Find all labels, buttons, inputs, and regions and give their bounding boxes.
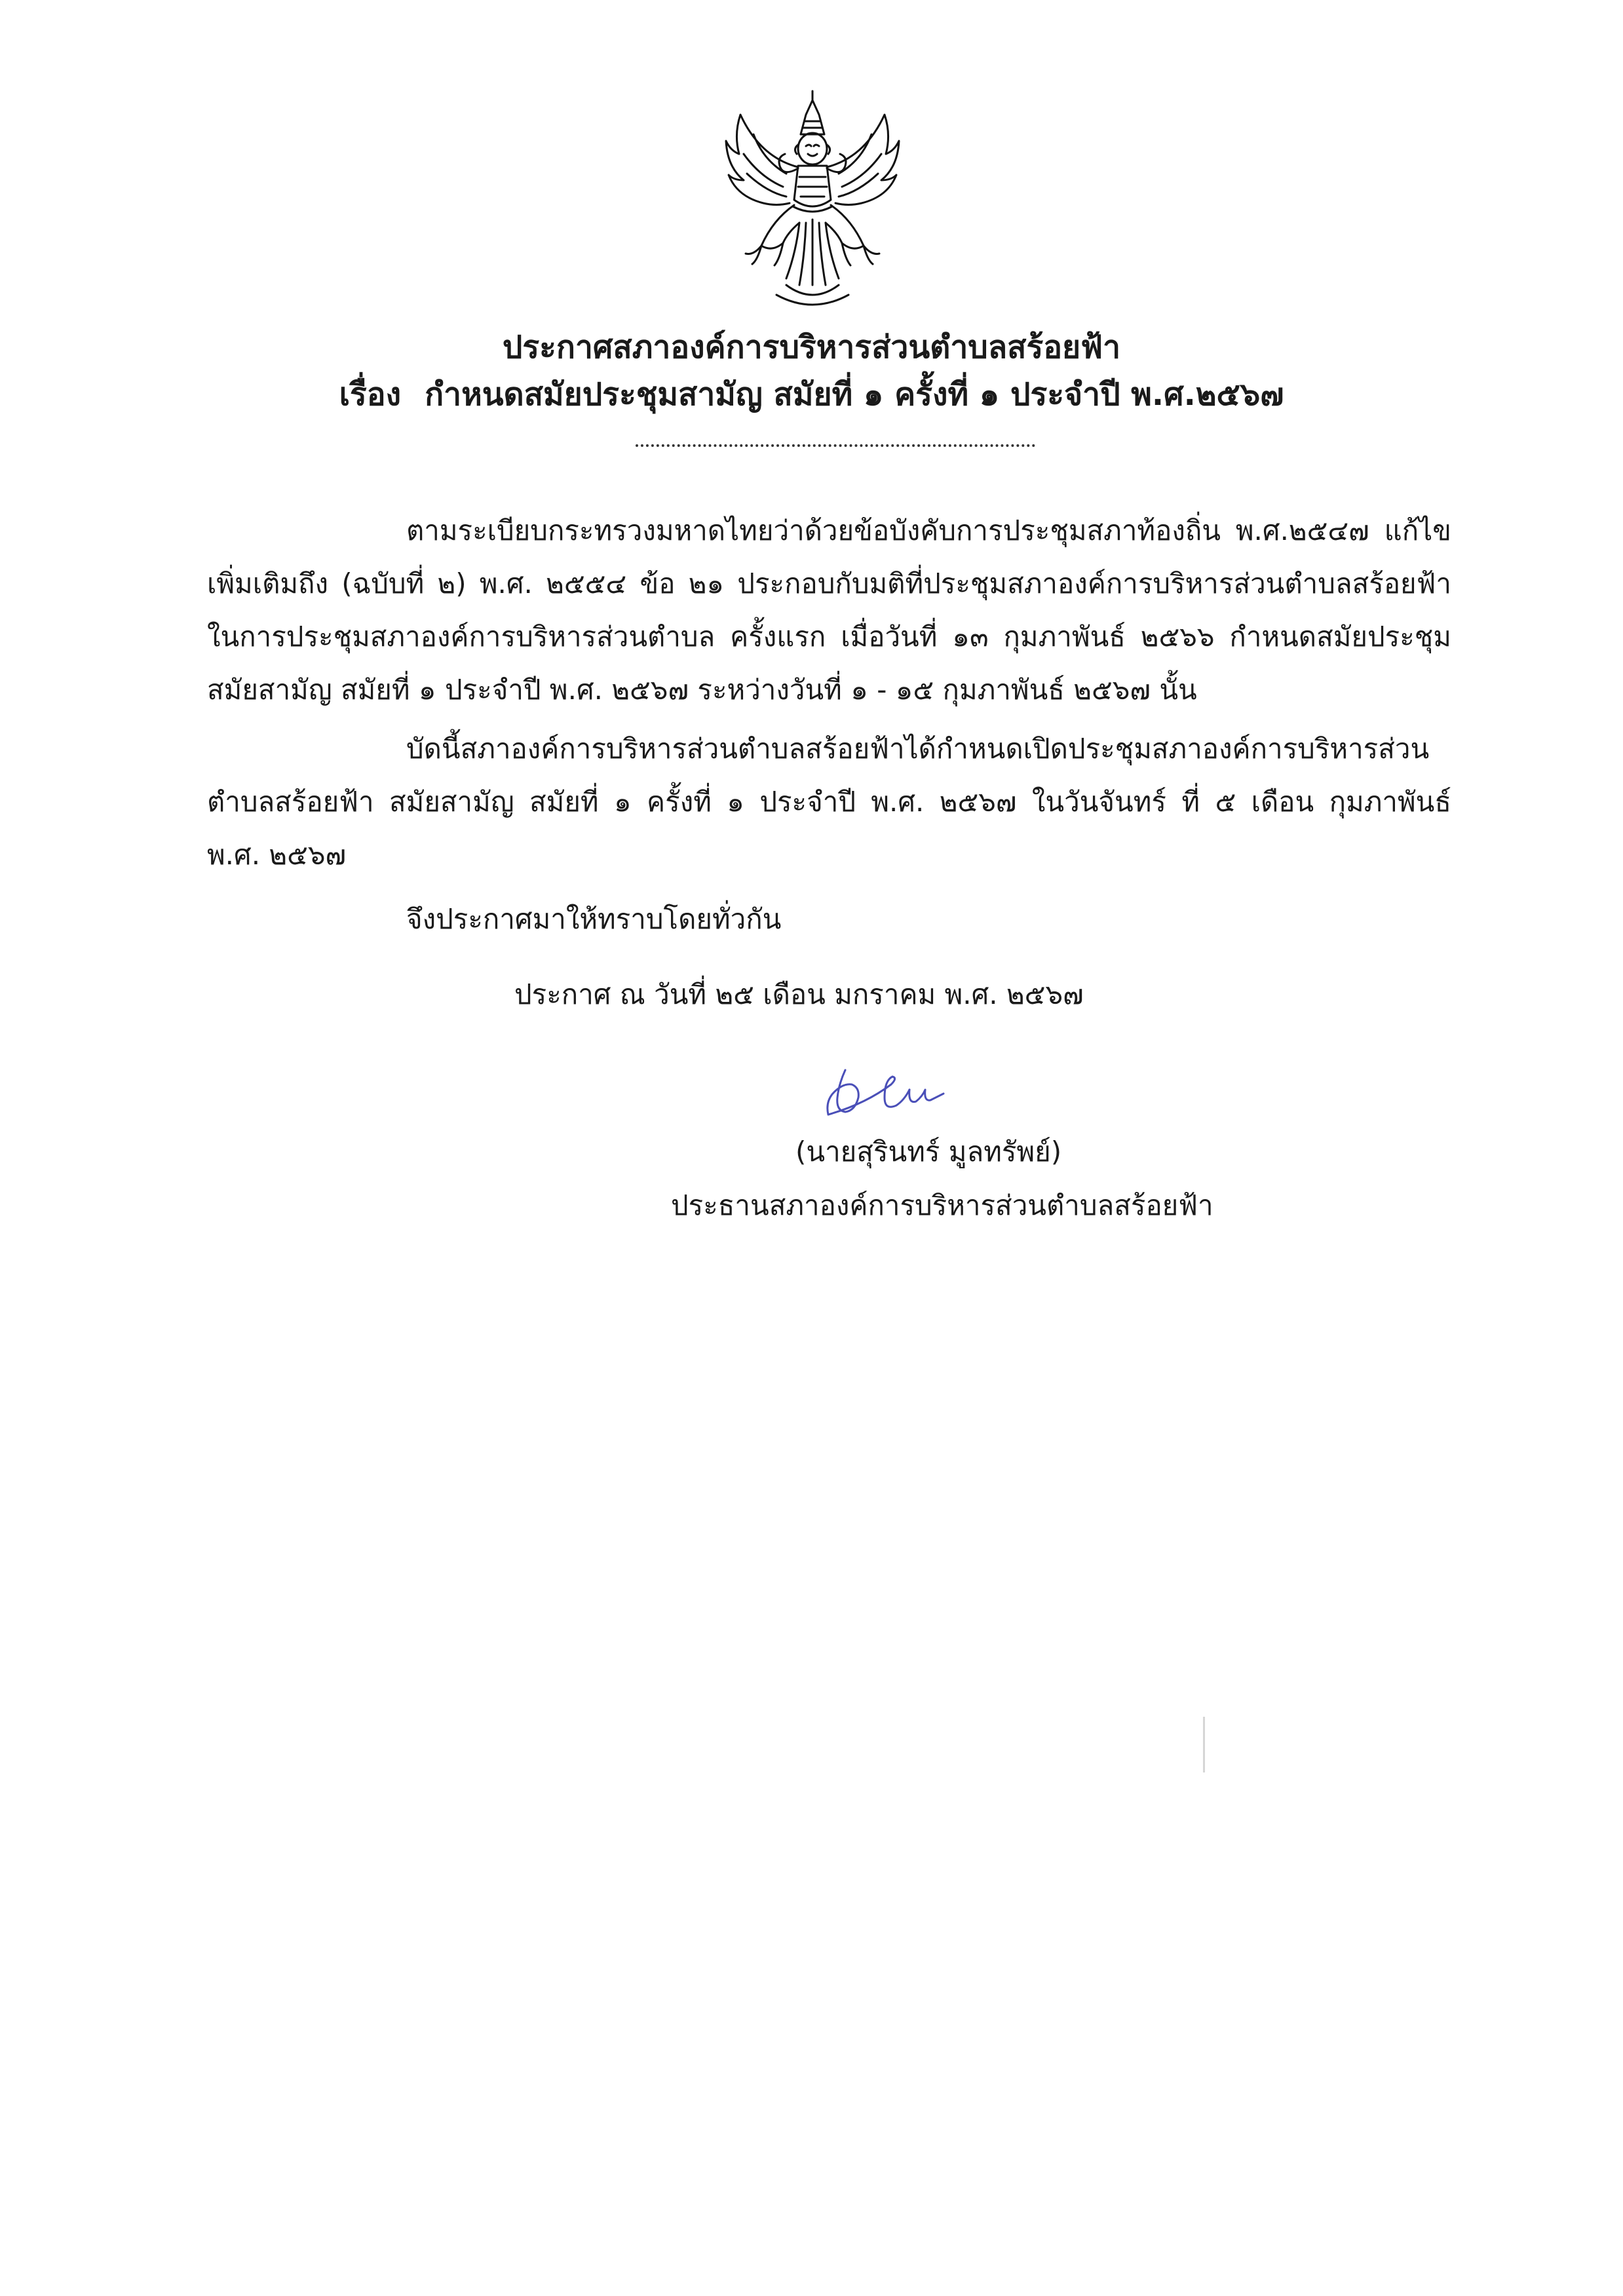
closing-statement: จึงประกาศมาให้ทราบโดยทั่วกัน bbox=[406, 903, 782, 935]
para1-line-1: ตามระเบียบกระทรวงมหาดไทยว่าด้วยข้อบังคับการประชุมสภาท้องถิ่น พ.ศ.๒๕๔๗ แก้ไข bbox=[406, 514, 1451, 546]
announcement-subject bbox=[0, 375, 1623, 414]
subject-text: กำหนดสมัยประชุมสามัญ สมัยที่ ๑ ครั้งที่ ๑ ประจำปี พ.ศ.๒๕๖๗ bbox=[425, 376, 1284, 413]
dotted-separator bbox=[636, 444, 1035, 447]
para2-line-1: บัดนี้สภาองค์การบริหารส่วนตำบลสร้อยฟ้าได้กำหนดเปิดประชุมสภาองค์การบริหารส่วน bbox=[406, 733, 1430, 765]
scan-edge-mark bbox=[1203, 1717, 1205, 1772]
org-title: ประกาศสภาองค์การบริหารส่วนตำบลสร้อยฟ้า bbox=[502, 329, 1121, 366]
para1-line-3: ในการประชุมสภาองค์การบริหารส่วนตำบล ครั้งแรก เมื่อวันที่ ๑๓ กุมภาพันธ์ ๒๕๖๖ กำหนดสมัยประชุม bbox=[207, 621, 1451, 653]
garuda-emblem-icon bbox=[714, 88, 911, 318]
subject-label: เรื่อง bbox=[339, 376, 402, 413]
para1-line-4: สมัยสามัญ สมัยที่ ๑ ประจำปี พ.ศ. ๒๕๖๗ ระหว่างวันที่ ๑ - ๑๕ กุมภาพันธ์ ๒๕๖๗ นั้น bbox=[207, 674, 1197, 706]
signatory-name: (นายสุรินทร์ มูลทรัพย์) bbox=[795, 1136, 1062, 1168]
announcement-date: ประกาศ ณ วันที่ ๒๕ เดือน มกราคม พ.ศ. ๒๕๖๗ bbox=[514, 978, 1084, 1010]
para2-line-3: พ.ศ. ๒๕๖๗ bbox=[207, 839, 347, 871]
signatory-position: ประธานสภาองค์การบริหารส่วนตำบลสร้อยฟ้า bbox=[671, 1189, 1213, 1221]
para2-line-2: ตำบลสร้อยฟ้า สมัยสามัญ สมัยที่ ๑ ครั้งที่ ๑ ประจำปี พ.ศ. ๒๕๖๗ ในวันจันทร์ ที่ ๕ เดือน กุมภาพันธ์ bbox=[207, 786, 1451, 818]
para1-line-2: เพิ่มเติมถึง (ฉบับที่ ๒) พ.ศ. ๒๕๕๔ ข้อ ๒๑ ประกอบกับมติที่ประชุมสภาองค์การบริหารส่วนตำบลสร้อยฟ้า bbox=[207, 567, 1451, 600]
handwritten-signature bbox=[819, 1058, 970, 1130]
announcement-title bbox=[0, 328, 1623, 367]
